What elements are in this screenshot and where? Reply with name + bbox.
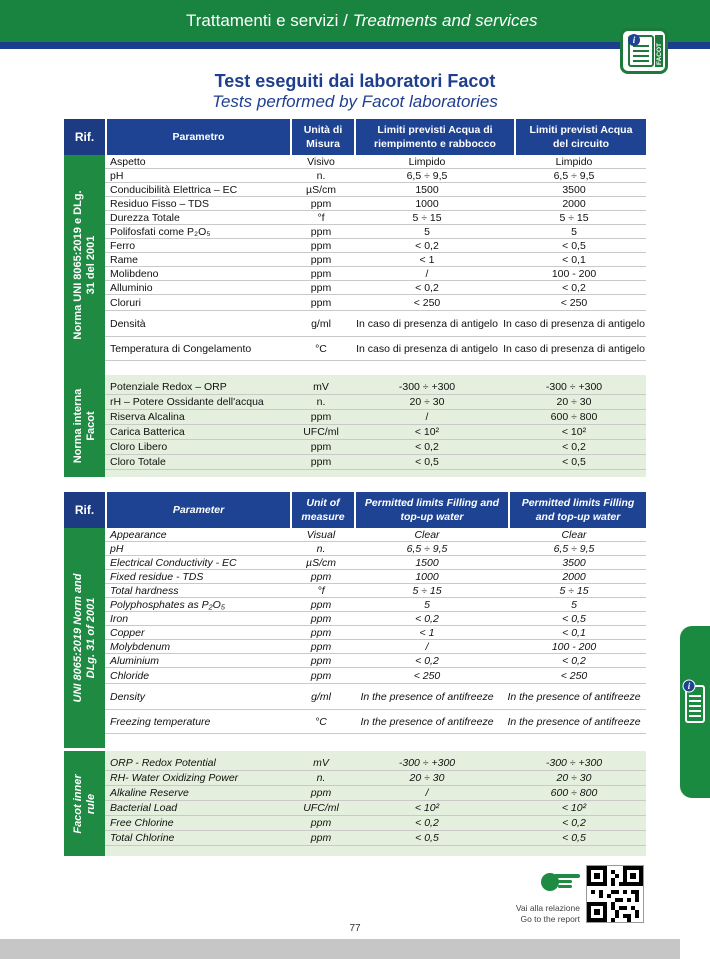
unit-cell: mV: [313, 381, 329, 393]
limit-circuit-cell: 600 ÷ 800: [550, 787, 598, 799]
table-row: [105, 395, 646, 410]
parameter-cell: Residuo Fisso – TDS: [110, 197, 210, 210]
section-facot-rule: [64, 375, 646, 477]
header-limit-filling: Permitted limits Filling and top-up water: [356, 492, 508, 528]
table-row: [105, 640, 646, 654]
limit-filling-cell: 6,5 ÷ 9,5: [406, 169, 448, 182]
unit-cell: Visual: [306, 528, 336, 541]
footer-bar: [0, 939, 680, 959]
table-row: [105, 169, 646, 183]
unit-cell: n.: [316, 542, 326, 555]
limit-filling-cell: < 1: [419, 626, 435, 639]
rows-container: [105, 375, 646, 477]
limit-filling-cell: Clear: [414, 528, 440, 541]
table-row: [105, 542, 646, 556]
parameter-cell: Freezing temperature: [110, 715, 211, 728]
limit-filling-cell: 5: [424, 598, 430, 611]
parameter-cell: Densità: [110, 317, 146, 330]
parameter-cell: Conducibilità Elettrica – EC: [110, 183, 238, 196]
parameter-cell: Rame: [110, 253, 139, 266]
parameter-cell: Fixed residue - TDS: [110, 570, 204, 583]
parameter-cell: Bacterial Load: [110, 802, 178, 814]
header-parameter: Parametro: [107, 119, 290, 155]
unit-cell: ppm: [310, 411, 332, 423]
table-row: [105, 831, 646, 846]
limit-filling-cell: -300 ÷ +300: [398, 381, 456, 393]
limit-circuit-cell: 2000: [562, 570, 586, 583]
table-row: [105, 281, 646, 295]
qr-code[interactable]: [586, 865, 644, 923]
table-row: [105, 440, 646, 455]
unit-cell: °C: [315, 342, 327, 355]
unit-cell: °f: [317, 584, 325, 597]
unit-cell: ppm: [310, 570, 332, 583]
table-row: [105, 197, 646, 211]
limit-filling-cell: 20 ÷ 30: [409, 772, 445, 784]
header-rif: Rif.: [64, 119, 105, 155]
parameter-cell: Ferro: [110, 239, 136, 252]
parameter-cell: Cloruri: [110, 296, 141, 309]
limit-circuit-cell: < 250: [560, 296, 588, 309]
qr-code-icon: [587, 866, 643, 922]
unit-cell: ppm: [310, 239, 332, 252]
section-title: [186, 11, 537, 31]
table-row: [105, 225, 646, 239]
limit-filling-cell: In caso di presenza di antigelo: [356, 342, 498, 355]
unit-cell: ppm: [310, 817, 332, 829]
section-label-bar: [64, 528, 105, 748]
unit-cell: µS/cm: [306, 183, 336, 196]
unit-cell: n.: [316, 772, 326, 784]
limit-filling-cell: 6,5 ÷ 9,5: [406, 542, 448, 555]
rows-container: [105, 528, 646, 748]
limit-filling-cell: 5 ÷ 15: [412, 584, 442, 597]
unit-cell: UFC/ml: [303, 426, 339, 438]
unit-cell: ppm: [310, 832, 332, 844]
page-title: Test eseguiti dai laboratori Facot: [214, 71, 496, 91]
header-unit: Unità di Misura: [292, 119, 354, 155]
badge-text: FACOT: [656, 42, 663, 65]
parameter-cell: Free Chlorine: [110, 817, 174, 829]
limit-circuit-cell: < 0,2: [562, 817, 586, 829]
limit-filling-cell: < 10²: [414, 426, 440, 438]
parameter-cell: RH- Water Oxidizing Power: [110, 772, 239, 784]
limit-filling-cell: In the presence of antifreeze: [360, 715, 494, 728]
limit-filling-cell: < 0,5: [415, 832, 439, 844]
limit-filling-cell: < 1: [419, 253, 435, 266]
table-row: [105, 380, 646, 395]
unit-cell: g/ml: [311, 690, 331, 703]
unit-cell: ppm: [310, 669, 332, 682]
limit-circuit-cell: 5 ÷ 15: [559, 211, 589, 224]
table-row: [105, 756, 646, 771]
table-header: [64, 492, 646, 528]
table-row: [105, 612, 646, 626]
header-stripe: [0, 42, 710, 49]
unit-cell: ppm: [310, 253, 332, 266]
top-header-bar: [0, 0, 710, 42]
table-row: [105, 684, 646, 710]
parameter-cell: Total Chlorine: [110, 832, 175, 844]
unit-cell: UFC/ml: [303, 802, 339, 814]
unit-cell: g/ml: [311, 317, 331, 330]
limit-circuit-cell: 6,5 ÷ 9,5: [553, 169, 595, 182]
limit-filling-cell: -300 ÷ +300: [398, 757, 456, 769]
limit-filling-cell: < 250: [413, 296, 441, 309]
table-row: [105, 295, 646, 311]
svg-text:i: i: [687, 681, 691, 691]
limit-filling-cell: < 250: [413, 669, 441, 682]
table-row: [105, 239, 646, 253]
svg-text:i: i: [632, 35, 636, 45]
limit-circuit-cell: < 0,2: [562, 281, 586, 294]
unit-cell: n.: [316, 169, 326, 182]
table-row: [105, 211, 646, 225]
limit-circuit-cell: 600 ÷ 800: [550, 411, 598, 423]
table-row: [105, 267, 646, 281]
parameter-cell: Chloride: [110, 669, 150, 682]
document-info-icon: [680, 676, 710, 736]
table-row: [105, 311, 646, 337]
parameter-cell: Molybdenum: [110, 640, 171, 653]
table-header: [64, 119, 646, 155]
limit-circuit-cell: -300 ÷ +300: [545, 381, 603, 393]
parameter-cell: Copper: [110, 626, 145, 639]
parameter-cell: Density: [110, 690, 146, 703]
unit-cell: ppm: [310, 787, 332, 799]
limit-filling-cell: 1500: [415, 556, 439, 569]
limit-circuit-cell: < 10²: [561, 426, 587, 438]
limit-filling-cell: < 0,2: [415, 281, 439, 294]
limit-filling-cell: 1000: [415, 570, 439, 583]
table-row: [105, 598, 646, 612]
page-subtitle: Tests performed by Facot laboratories: [212, 92, 498, 111]
document-info-icon: [623, 31, 665, 71]
limit-filling-cell: 1500: [415, 183, 439, 196]
unit-cell: ppm: [310, 640, 332, 653]
limit-circuit-cell: < 0,5: [562, 612, 586, 625]
section-label: Norma UNI 8065:2019 e DLg. 31 del 2001: [71, 190, 97, 340]
section-uni-norm: [64, 528, 646, 748]
table-row: [105, 410, 646, 425]
parameter-cell: Alluminio: [110, 281, 153, 294]
header-unit: Unit of measure: [292, 492, 354, 528]
table-row: [105, 668, 646, 684]
parameter-cell: ORP - Redox Potential: [110, 757, 216, 769]
section-title-it: Trattamenti e servizi /: [186, 11, 353, 30]
limit-filling-cell: < 0,2: [415, 239, 439, 252]
rows-container: [105, 155, 646, 375]
report-link-en: Go to the report: [520, 914, 580, 924]
side-chapter-tab[interactable]: [680, 626, 710, 798]
parameter-cell: Temperatura di Congelamento: [110, 342, 252, 355]
limit-filling-cell: Limpido: [408, 155, 446, 168]
unit-cell: ppm: [310, 296, 332, 309]
pointing-hand-icon[interactable]: [540, 868, 582, 896]
section-title-en: Treatments and services: [352, 11, 538, 30]
table-row: [105, 786, 646, 801]
facot-document-icon[interactable]: [620, 28, 668, 74]
section-label-bar: [64, 375, 105, 477]
unit-cell: n.: [316, 396, 326, 408]
unit-cell: °C: [315, 715, 327, 728]
table-row: [105, 425, 646, 440]
section-facot-rule: [64, 751, 646, 856]
limit-filling-cell: 20 ÷ 30: [409, 396, 445, 408]
header-rif: Rif.: [64, 492, 105, 528]
limit-circuit-cell: In caso di presenza di antigelo: [503, 317, 645, 330]
limit-circuit-cell: -300 ÷ +300: [545, 757, 603, 769]
parameter-cell: Iron: [110, 612, 129, 625]
unit-cell: ppm: [310, 598, 332, 611]
limit-circuit-cell: < 0,2: [562, 654, 586, 667]
limit-circuit-cell: < 0,5: [562, 239, 586, 252]
parameter-cell: pH: [110, 169, 124, 182]
table-row: [105, 570, 646, 584]
parameter-cell: Molibdeno: [110, 267, 159, 280]
unit-cell: ppm: [310, 197, 332, 210]
parameter-cell: Aluminium: [110, 654, 160, 667]
limit-filling-cell: 5 ÷ 15: [412, 211, 442, 224]
unit-cell: ppm: [310, 626, 332, 639]
limit-circuit-cell: < 250: [560, 669, 588, 682]
header-limit-filling: Limiti previsti Acqua di riempimento e rabbocco: [356, 119, 514, 155]
limit-circuit-cell: 100 - 200: [551, 267, 597, 280]
header-limit-circuit: Limiti previsti Acqua del circuito: [516, 119, 646, 155]
row-divider: [105, 845, 646, 846]
limit-filling-cell: /: [425, 411, 429, 423]
parameter-cell: Total hardness: [110, 584, 179, 597]
unit-cell: °f: [317, 211, 325, 224]
parameter-cell: Durezza Totale: [110, 211, 180, 224]
page-number: 77: [349, 923, 361, 934]
limit-circuit-cell: < 10²: [561, 802, 587, 814]
report-link-it: Vai alla relazione: [515, 903, 580, 913]
parameter-cell: Riserva Alcalina: [110, 411, 185, 423]
section-uni-norm: [64, 155, 646, 375]
limit-filling-cell: < 0,2: [415, 612, 439, 625]
report-link[interactable]: [470, 903, 580, 925]
limit-circuit-cell: < 0,2: [562, 441, 586, 453]
parameter-cell: pH: [110, 542, 124, 555]
limit-filling-cell: < 0,2: [415, 817, 439, 829]
limit-circuit-cell: 20 ÷ 30: [556, 396, 592, 408]
unit-cell: ppm: [310, 267, 332, 280]
limit-circuit-cell: < 0,5: [562, 832, 586, 844]
row-divider: [105, 360, 646, 361]
limit-circuit-cell: 5 ÷ 15: [559, 584, 589, 597]
parameter-cell: Cloro Totale: [110, 456, 166, 468]
table-italian: [64, 119, 646, 477]
unit-cell: ppm: [310, 225, 332, 238]
limit-circuit-cell: 3500: [562, 556, 586, 569]
parameter-cell: Alkaline Reserve: [110, 787, 189, 799]
table-row: [105, 801, 646, 816]
unit-cell: ppm: [310, 612, 332, 625]
limit-filling-cell: < 0,5: [415, 456, 439, 468]
unit-cell: Visivo: [307, 155, 335, 168]
table-row: [105, 771, 646, 786]
limit-circuit-cell: 3500: [562, 183, 586, 196]
section-label: Facot inner rule: [71, 773, 97, 834]
row-divider: [105, 733, 646, 734]
limit-circuit-cell: In the presence of antifreeze: [507, 690, 641, 703]
parameter-cell: Polyphosphates as P₂O₅: [110, 598, 226, 611]
limit-circuit-cell: 6,5 ÷ 9,5: [553, 542, 595, 555]
table-row: [105, 253, 646, 267]
limit-filling-cell: 1000: [415, 197, 439, 210]
parameter-cell: Cloro Libero: [110, 441, 168, 453]
parameter-cell: Carica Batterica: [110, 426, 185, 438]
parameter-cell: Potenziale Redox – ORP: [110, 381, 227, 393]
section-label-bar: [64, 751, 105, 856]
limit-circuit-cell: In the presence of antifreeze: [507, 715, 641, 728]
table-row: [105, 626, 646, 640]
limit-filling-cell: < 10²: [414, 802, 440, 814]
parameter-cell: Aspetto: [110, 155, 146, 168]
table-row: [105, 816, 646, 831]
unit-cell: ppm: [310, 441, 332, 453]
table-row: [105, 654, 646, 668]
limit-filling-cell: < 0,2: [415, 654, 439, 667]
limit-filling-cell: /: [425, 787, 429, 799]
table-english: [64, 492, 646, 856]
parameter-cell: Appearance: [110, 528, 167, 541]
parameter-cell: Polifosfati come P₂O₅: [110, 225, 211, 238]
unit-cell: µS/cm: [306, 556, 336, 569]
limit-filling-cell: < 0,2: [415, 441, 439, 453]
unit-cell: ppm: [310, 654, 332, 667]
limit-circuit-cell: < 0,1: [562, 626, 586, 639]
section-label: Norma interna Facot: [71, 388, 97, 464]
parameter-cell: Electrical Conductivity - EC: [110, 556, 237, 569]
table-row: [105, 155, 646, 169]
limit-circuit-cell: 5: [571, 598, 577, 611]
limit-circuit-cell: 5: [571, 225, 577, 238]
section-label-bar: [64, 155, 105, 375]
table-row: [105, 183, 646, 197]
table-row: [105, 455, 646, 470]
parameter-cell: rH – Potere Ossidante dell'acqua: [110, 396, 264, 408]
limit-filling-cell: 5: [424, 225, 430, 238]
header-parameter: Parameter: [107, 492, 290, 528]
table-row: [105, 528, 646, 542]
table-row: [105, 584, 646, 598]
header-limit-circuit: Permitted limits Filling and top-up water: [510, 492, 646, 528]
limit-circuit-cell: Clear: [561, 528, 587, 541]
unit-cell: ppm: [310, 281, 332, 294]
limit-circuit-cell: In caso di presenza di antigelo: [503, 342, 645, 355]
limit-circuit-cell: Limpido: [555, 155, 593, 168]
limit-filling-cell: In caso di presenza di antigelo: [356, 317, 498, 330]
limit-filling-cell: /: [425, 267, 429, 280]
section-label: UNI 8065:2019 Norm and DLg. 31 of 2001: [71, 573, 97, 703]
rows-container: [105, 751, 646, 856]
row-divider: [105, 469, 646, 470]
limit-circuit-cell: 100 - 200: [551, 640, 597, 653]
limit-circuit-cell: 20 ÷ 30: [556, 772, 592, 784]
table-row: [105, 710, 646, 734]
table-row: [105, 337, 646, 361]
limit-circuit-cell: 2000: [562, 197, 586, 210]
unit-cell: mV: [313, 757, 329, 769]
limit-circuit-cell: < 0,5: [562, 456, 586, 468]
limit-filling-cell: /: [425, 640, 429, 653]
limit-filling-cell: In the presence of antifreeze: [360, 690, 494, 703]
unit-cell: ppm: [310, 456, 332, 468]
table-row: [105, 556, 646, 570]
limit-circuit-cell: < 0,1: [562, 253, 586, 266]
